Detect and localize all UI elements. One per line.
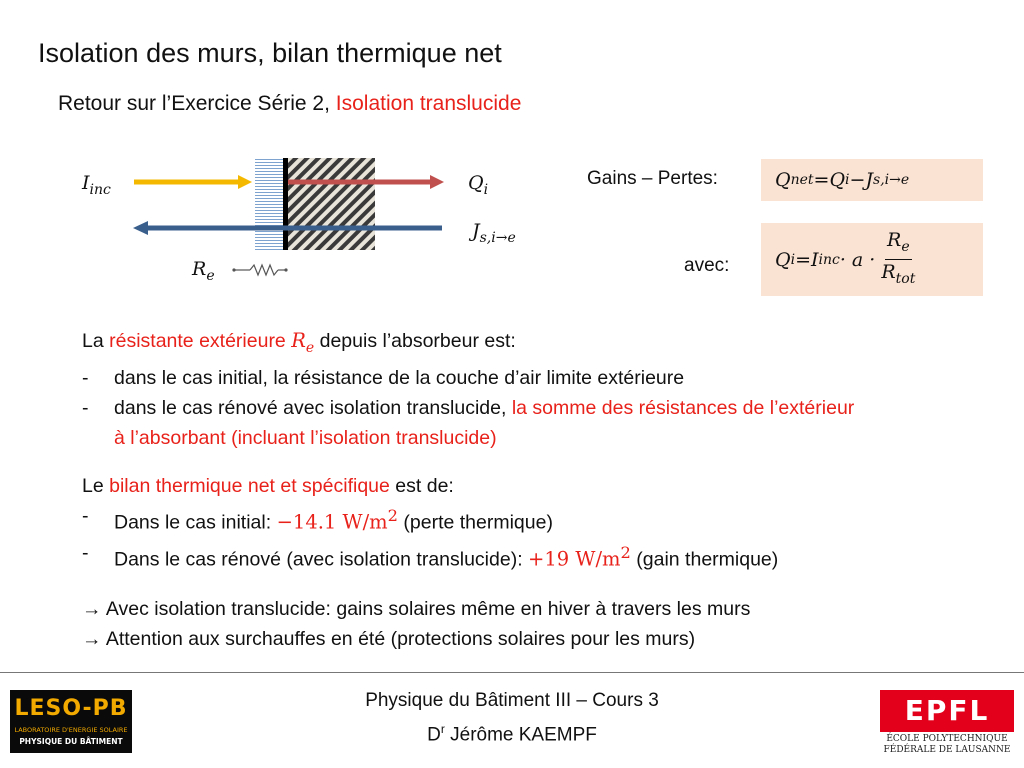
slide-title: Isolation des murs, bilan thermique net xyxy=(38,38,502,68)
epfl-logo-text: EPFL xyxy=(904,694,990,727)
heat-flow-diagram xyxy=(120,150,460,290)
conclusions-section xyxy=(82,594,750,654)
resistance-bullet-2: - dans le cas rénové avec isolation translucide, la somme des résistances de l’extérieur xyxy=(82,396,855,419)
avec-equation-box: Q i = I inc · a · $\frac{R_e}{R_{tot}}$ xyxy=(761,223,983,296)
incoming-arrow xyxy=(134,175,252,189)
bilan-bullet-initial: - Dans le cas initial: −14.1 $W/m^2$ (perte thermique) xyxy=(82,505,553,534)
resistor-icon xyxy=(232,265,287,275)
wall-hatch xyxy=(286,158,375,250)
label-i-inc: $I_{inc}$ xyxy=(82,172,111,198)
subtitle-prefix: Retour sur l’Exercice Série 2, xyxy=(58,92,336,115)
leso-logo-text: LESO-PB xyxy=(14,696,128,721)
conclusion-line-2: → Attention aux surchauffes en été (protections solaires pour les murs) xyxy=(82,628,696,650)
leso-pb-logo xyxy=(10,690,132,753)
gains-equation-box: Q net = Q i − J s,i→e xyxy=(761,159,983,201)
label-j-s: $J_{s,i\to e}$ xyxy=(472,220,516,246)
conclusion-line-1: → Avec isolation translucide: gains solaires même en hiver à travers les murs xyxy=(82,598,751,620)
footer-author: $D^r$ Jérôme KAEMPF xyxy=(427,722,597,746)
epfl-logo-line1: ÉCOLE POLYTECHNIQUE xyxy=(886,734,1008,744)
footer-divider xyxy=(0,672,1024,673)
footer-course: Physique du Bâtiment III – Cours 3 xyxy=(365,690,659,711)
resistance-bullet-2-cont: à l’absorbant (incluant l’isolation translucide) xyxy=(114,426,497,449)
epfl-logo-line2: FÉDÉRALE DE LAUSANNE xyxy=(883,745,1011,755)
subtitle-highlight: Isolation translucide xyxy=(335,92,522,115)
fraction: $\frac{R_e}{R_{tot}}$ xyxy=(881,229,916,287)
resistance-section xyxy=(82,326,854,453)
resistance-bullet-1: - dans le cas initial, la résistance de la couche d’air limite extérieure xyxy=(82,366,685,389)
bilan-bullet-renove: - Dans le cas rénové (avec isolation translucide): +19 $W/m^2$ (gain thermique) xyxy=(82,541,779,570)
slide-subtitle xyxy=(58,92,521,116)
avec-label: avec: xyxy=(684,255,730,276)
label-r-e: $R_e$ xyxy=(192,258,215,284)
translucent-insulation-layer xyxy=(255,158,285,250)
leso-logo-line2: PHYSIQUE DU BÂTIMENT xyxy=(19,737,123,746)
bilan-section xyxy=(82,471,778,574)
gains-pertes-label: Gains – Pertes: xyxy=(587,168,718,189)
absorber-line xyxy=(283,158,288,250)
label-q-i: $Q_i$ xyxy=(468,172,489,198)
bilan-intro: Le bilan thermique net et spécifique est de: xyxy=(82,475,454,497)
epfl-logo xyxy=(880,690,1014,756)
leso-logo-line1: LABORATOIRE D'ENERGIE SOLAIRE xyxy=(14,726,128,734)
resistance-intro: La résistante extérieure $R_e$ depuis l’absorbeur est: xyxy=(82,329,516,356)
